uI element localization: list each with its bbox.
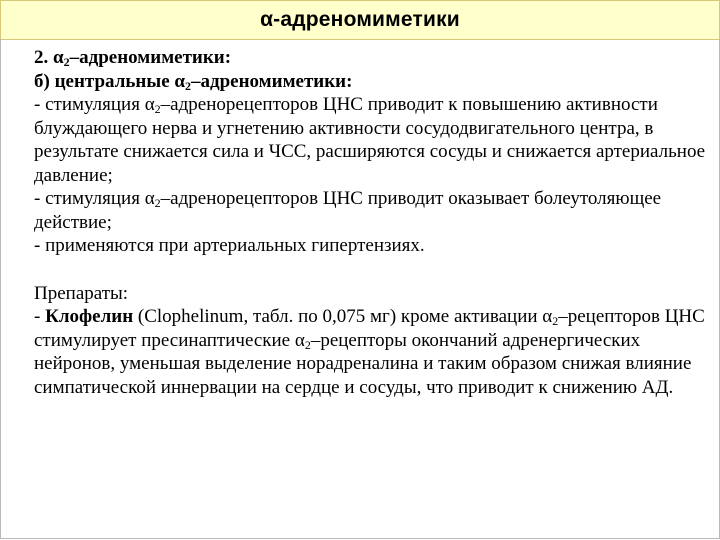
slide-content [0, 39, 720, 539]
effect-item-1: - стимуляция $\alpha_2$–адренорецепторов ЦНС приводит к повышению активности блуждающего нерва и угнетению активности сосудодвигательного центра, в результате снижается сила и ЧСС, расширяются сосуды и снижается артериальное давление; [34, 94, 706, 186]
title-bar [0, 0, 720, 40]
drug-name: Клофелин [45, 306, 134, 327]
drug-clophelin: - Клофелин (Clophelinum, табл. по 0,075 мг) кроме активации $\alpha_2$–рецепторов ЦНС стимулирует пресинаптические $\alpha_2$–рецепторы окончаний адренергических нейронов, уменьшая выделение норадреналина и таким образом снижая влияние симпатической иннервации на сердце и сосуды, что приводит к снижению АД. [34, 306, 705, 398]
heading-alpha2-agonists: 2. $\alpha_2$–адреномиметики: [34, 47, 232, 69]
effect-item-2: - стимуляция $\alpha_2$–адренорецепторов ЦНС приводит оказывает болеутоляющее действие; [34, 188, 662, 233]
spacer [34, 258, 714, 282]
effect-item-3: - применяются при артериальных гипертензиях. [34, 235, 425, 256]
heading-central-alpha2-agonists: б) центральные $\alpha_2$–адреномиметики: [34, 70, 353, 93]
body-text [34, 46, 714, 399]
slide-title: α-адреномиметики [260, 8, 460, 31]
preparations-label: Препараты: [34, 282, 129, 304]
